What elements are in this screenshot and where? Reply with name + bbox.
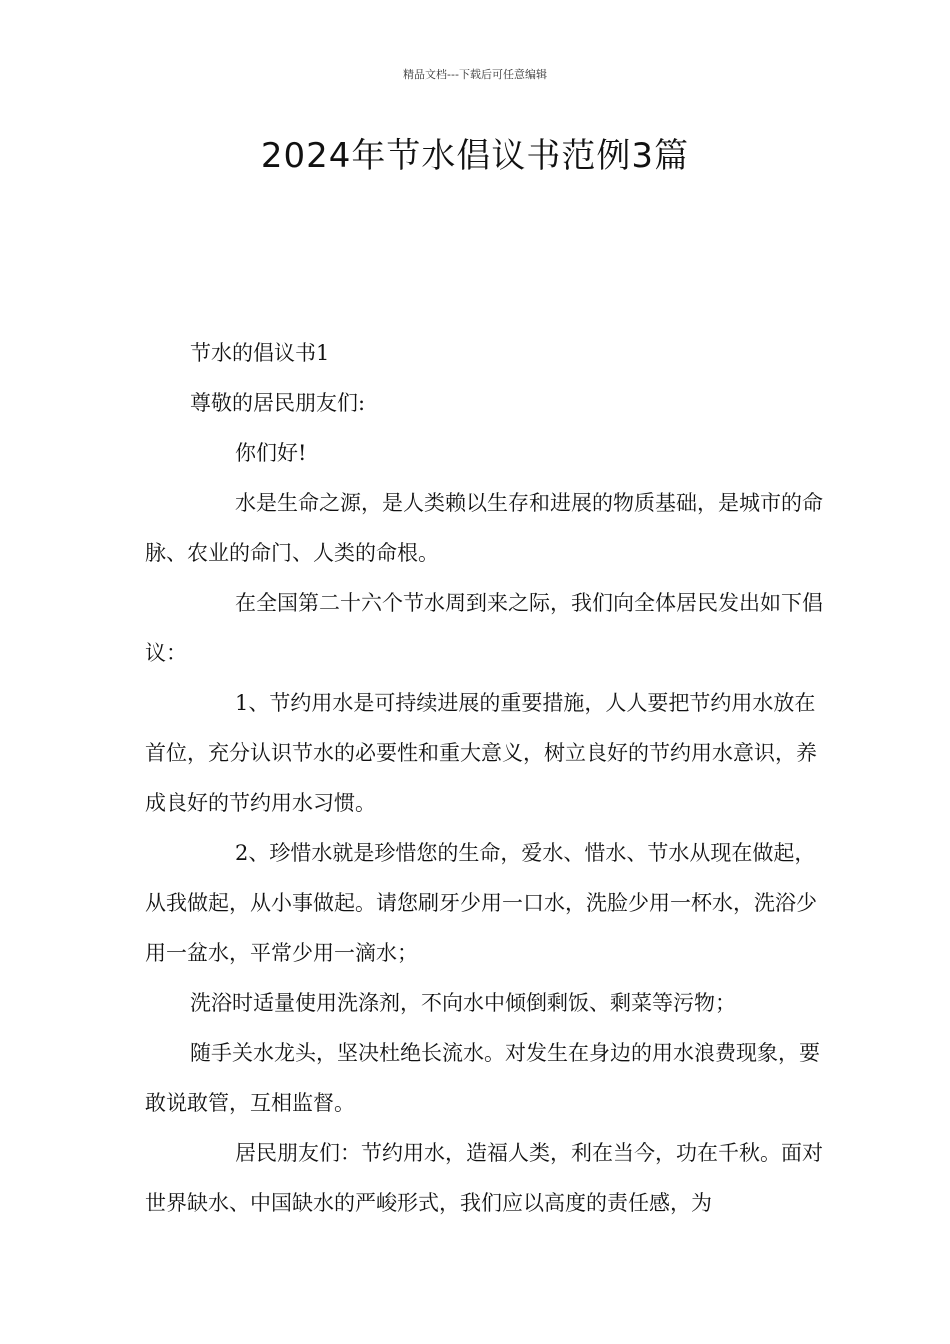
greeting: 你们好! <box>235 441 307 465</box>
paragraph: 居民朋友们：节约用水，造福人类，利在当今，功在千秋。面对世界缺水、中国缺水的严峻形式，我们应以高度的责任感，为 <box>145 1141 823 1215</box>
document-title: 2024年节水倡议书范例3篇 <box>260 136 690 176</box>
paragraph: 随手关水龙头，坚决杜绝长流水。对发生在身边的用水浪费现象，要敢说敢管，互相监督。 <box>145 1041 820 1115</box>
salutation: 尊敬的居民朋友们: <box>190 391 366 415</box>
paragraph: 洗浴时适量使用洗涤剂，不向水中倾倒剩饭、剩菜等污物； <box>190 991 736 1015</box>
list-item: 1、节约用水是可持续进展的重要措施，人人要把节约用水放在首位，充分认识节水的必要性和重大意义，树立良好的节约用水意识，养成良好的节约用水习惯。 <box>145 691 817 815</box>
list-item: 2、珍惜水就是珍惜您的生命，爱水、惜水、节水从现在做起，从我做起，从小事做起。请您刷牙少用一口水，洗脸少用一杯水，洗浴少用一盆水，平常少用一滴水； <box>145 841 817 965</box>
section-heading: 节水的倡议书1 <box>190 341 330 365</box>
paragraph: 水是生命之源，是人类赖以生存和进展的物质基础，是城市的命脉、农业的命门、人类的命根。 <box>145 491 823 565</box>
page-header-note: 精品文档---下载后可任意编辑 <box>403 68 547 81</box>
paragraph: 在全国第二十六个节水周到来之际，我们向全体居民发出如下倡议： <box>145 591 823 665</box>
document-body <box>145 328 825 1228</box>
